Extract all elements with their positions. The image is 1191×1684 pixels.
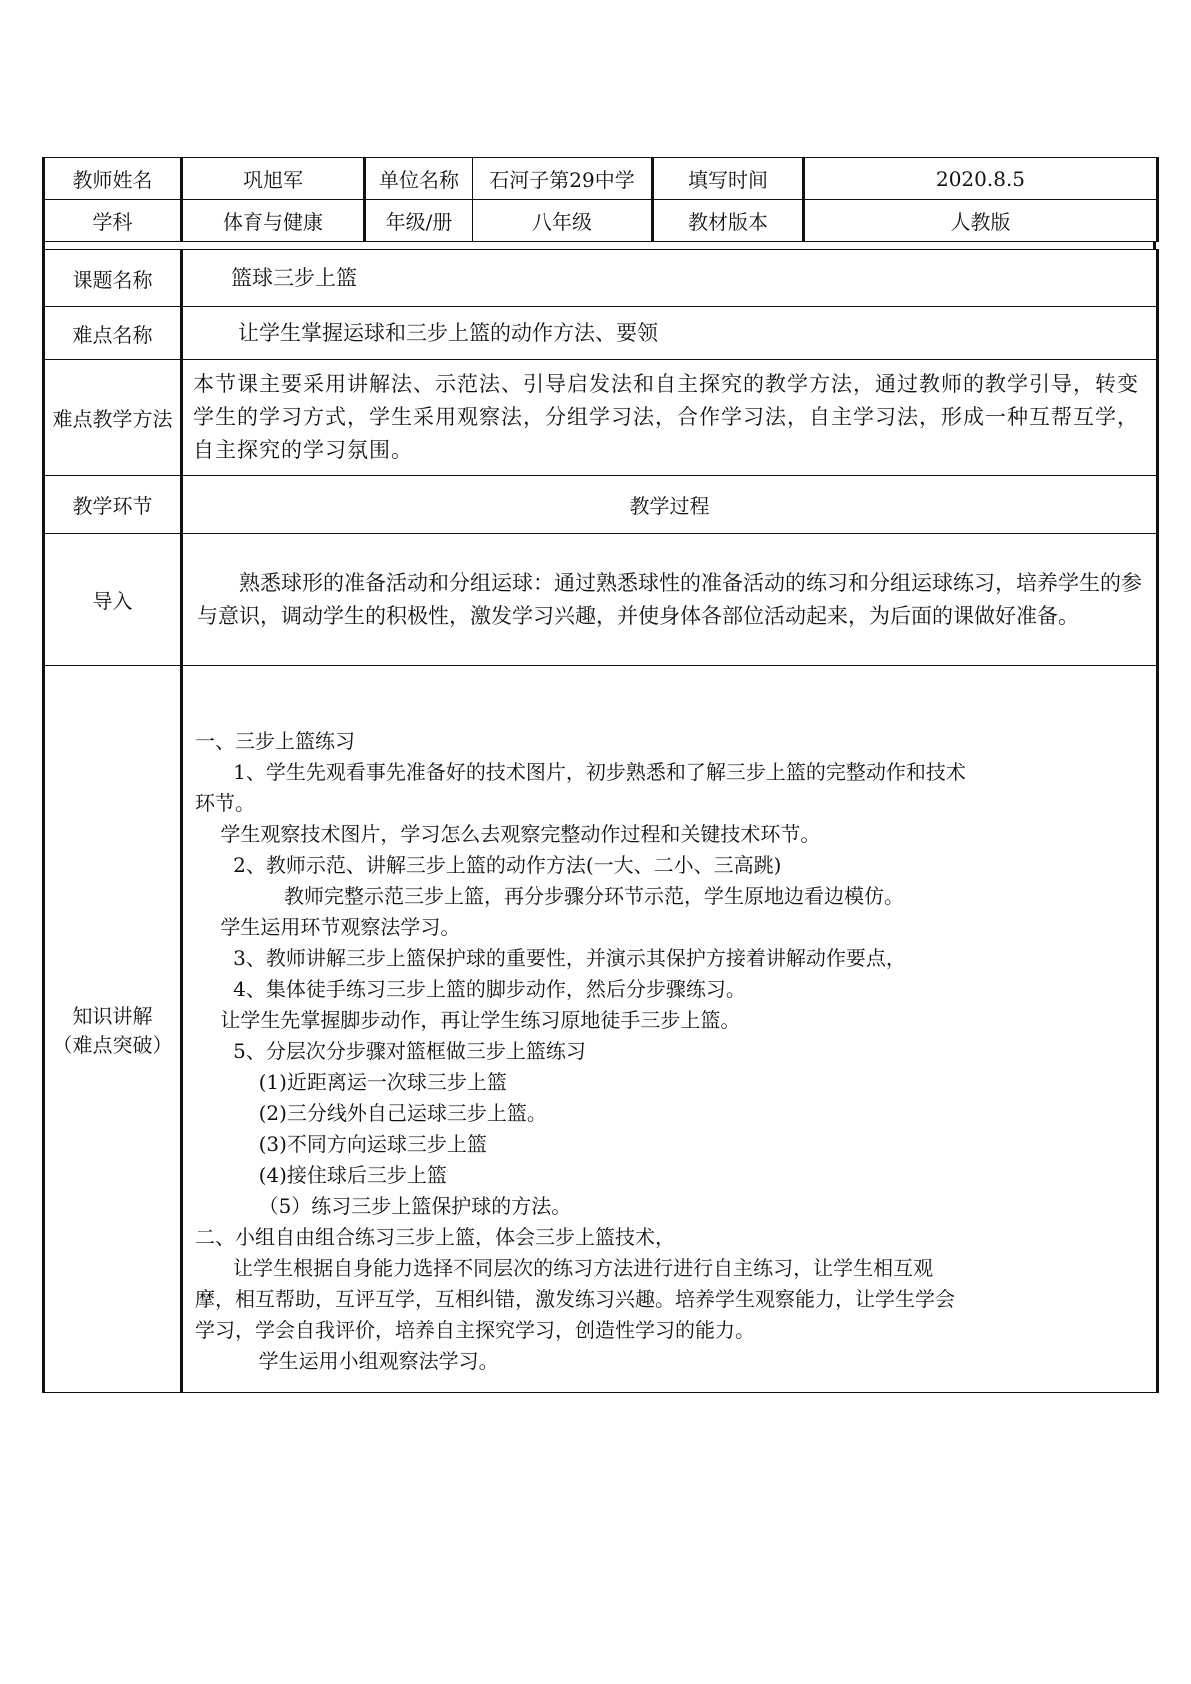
date-label: 填写时间 — [653, 158, 804, 200]
date-value: 2020.8.5 — [804, 158, 1158, 200]
header-row-2 — [44, 200, 1158, 242]
knowledge-line: 2、教师示范、讲解三步上篮的动作方法(一大、二小、三高跳) — [195, 853, 782, 877]
knowledge-line: 学生运用小组观察法学习。 — [195, 1349, 499, 1373]
knowledge-line: 环节。 — [195, 791, 255, 815]
unit-name: 石河子第29中学 — [473, 158, 653, 200]
lesson-plan-page — [42, 157, 1156, 1393]
knowledge-line: 让学生先掌握脚步动作，再让学生练习原地徒手三步上篮。 — [195, 1008, 741, 1032]
subject-label: 学科 — [44, 200, 182, 242]
knowledge-line: (4)接住球后三步上篮 — [195, 1163, 447, 1187]
knowledge-line: 学生运用环节观察法学习。 — [195, 915, 461, 939]
intro-label: 导入 — [44, 534, 182, 666]
knowledge-line: 1、学生先观看事先准备好的技术图片，初步熟悉和了解三步上篮的完整动作和技术 — [195, 760, 966, 784]
teacher-name: 巩旭军 — [182, 158, 365, 200]
intro-value: 熟悉球形的准备活动和分组运球：通过熟悉球性的准备活动的练习和分组运球练习，培养学生的参与意识，调动学生的积极性，激发学习兴趣，并使身体各部位活动起来，为后面的课做好准备。 — [182, 534, 1158, 666]
difficulty-value: 让学生掌握运球和三步上篮的动作方法、要领 — [182, 307, 1158, 360]
knowledge-line: 4、集体徒手练习三步上篮的脚步动作，然后分步骤练习。 — [195, 977, 746, 1001]
knowledge-content — [182, 666, 1158, 1393]
topic-row — [44, 250, 1158, 307]
process-value: 教学过程 — [182, 476, 1158, 534]
knowledge-line: 二、小组自由组合练习三步上篮，体会三步上篮技术， — [195, 1225, 675, 1249]
knowledge-row — [44, 666, 1158, 1393]
edition-label: 教材版本 — [653, 200, 804, 242]
knowledge-label — [44, 666, 182, 1393]
header-row-1 — [44, 158, 1158, 200]
topic-value: 篮球三步上篮 — [182, 250, 1158, 307]
main-table — [42, 249, 1159, 1393]
topic-label: 课题名称 — [44, 250, 182, 307]
knowledge-line: (1)近距离运一次球三步上篮 — [195, 1070, 507, 1094]
process-header-row — [44, 476, 1158, 534]
teacher-label: 教师姓名 — [44, 158, 182, 200]
knowledge-line: (2)三分线外自己运球三步上篮。 — [195, 1101, 547, 1125]
difficulty-label: 难点名称 — [44, 307, 182, 360]
methods-value: 本节课主要采用讲解法、示范法、引导启发法和自主探究的教学方法，通过教师的教学引导，转变学生的学习方式，学生采用观察法，分组学习法，合作学习法，自主学习法，形成一种互帮互学，自主探究的学习氛围。 — [182, 360, 1158, 476]
knowledge-label-line1: 知识讲解 — [72, 1004, 153, 1028]
subject-value: 体育与健康 — [182, 200, 365, 242]
methods-label: 难点教学方法 — [44, 360, 182, 476]
knowledge-line: 学生观察技术图片，学习怎么去观察完整动作过程和关键技术环节。 — [195, 822, 821, 846]
knowledge-line: 让学生根据自身能力选择不同层次的练习方法进行进行自主练习，让学生相互观 — [195, 1256, 934, 1280]
difficulty-row — [44, 307, 1158, 360]
knowledge-line: 教师完整示范三步上篮，再分步骤分环节示范，学生原地边看边模仿。 — [195, 884, 905, 908]
knowledge-line: （5）练习三步上篮保护球的方法。 — [195, 1194, 572, 1218]
edition-value: 人教版 — [804, 200, 1158, 242]
knowledge-line: 3、教师讲解三步上篮保护球的重要性，并演示其保护方接着讲解动作要点， — [195, 946, 906, 970]
knowledge-line: 摩，相互帮助，互评互学，互相纠错，激发练习兴趣。培养学生观察能力，让学生学会 — [195, 1287, 955, 1311]
grade-label: 年级/册 — [365, 200, 473, 242]
unit-label: 单位名称 — [365, 158, 473, 200]
knowledge-line: 5、分层次分步骤对篮框做三步上篮练习 — [195, 1039, 586, 1063]
intro-row — [44, 534, 1158, 666]
methods-row — [44, 360, 1158, 476]
knowledge-line: (3)不同方向运球三步上篮 — [195, 1132, 487, 1156]
knowledge-line: 一、三步上篮练习 — [195, 729, 355, 753]
knowledge-line: 学习，学会自我评价，培养自主探究学习，创造性学习的能力。 — [195, 1318, 755, 1342]
knowledge-label-line2: （难点突破） — [52, 1033, 173, 1057]
process-label: 教学环节 — [44, 476, 182, 534]
header-table — [42, 157, 1159, 242]
grade-value: 八年级 — [473, 200, 653, 242]
